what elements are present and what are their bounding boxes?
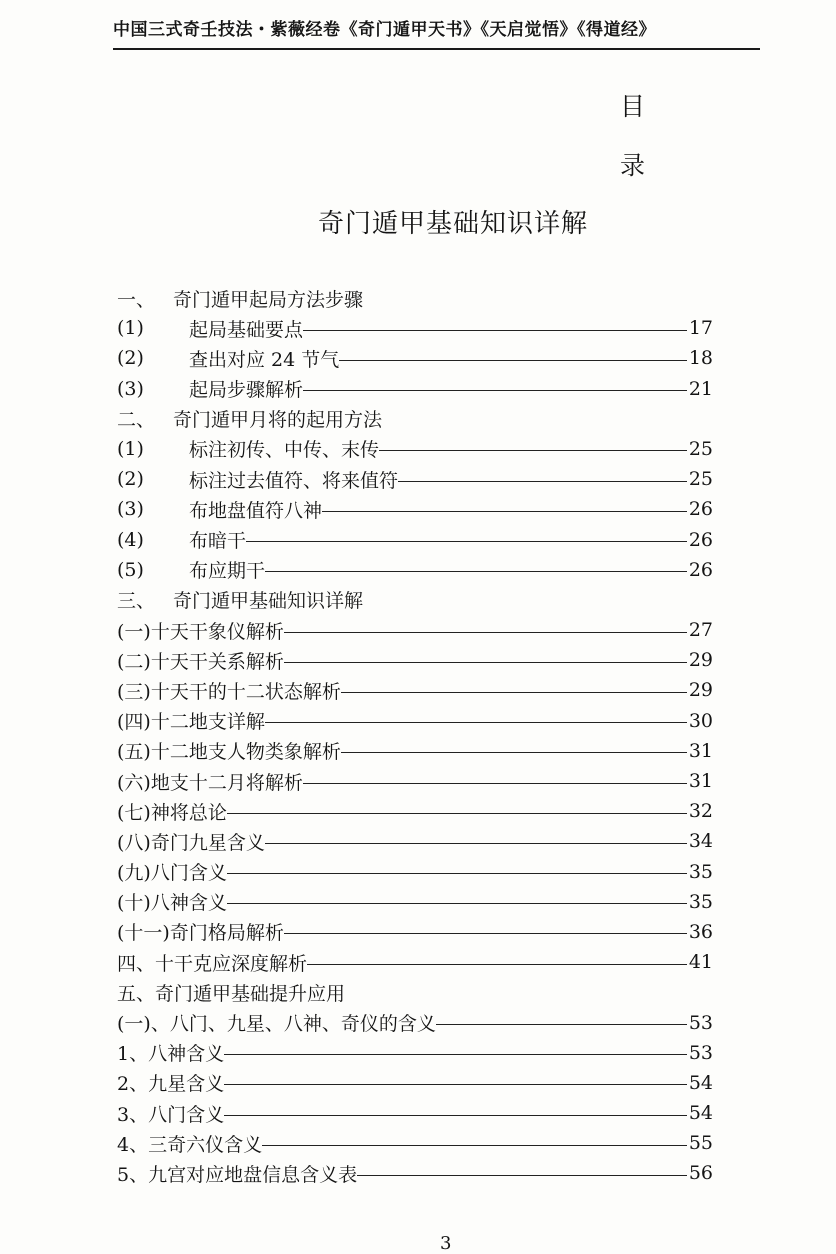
toc-entry-page: 29 [688,649,713,672]
toc-entry-page: 29 [688,679,713,702]
toc-entry-label: 查出对应 24 节气 [189,348,340,371]
toc-entry-number: (2) [117,468,144,491]
toc-entry[interactable] [117,282,713,312]
toc-leader-line [262,1145,687,1146]
toc-entry-page: 25 [688,437,713,460]
toc-leader-line [227,813,687,814]
toc-entry[interactable] [117,795,713,825]
toc-entry-page: 25 [688,468,713,491]
toc-entry[interactable] [117,916,713,946]
toc-entry[interactable] [117,1037,713,1067]
toc-leader-line [341,752,687,753]
toc-entry-page: 53 [688,1011,713,1034]
toc-leader-line [339,360,687,361]
toc-entry-number: (1) [117,437,144,460]
toc-entry-label: 起局步骤解析 [189,379,304,402]
toc-entry-label: (一)、八门、九星、八神、奇仪的含义 [117,1013,436,1035]
book-title: 奇门遁甲基础知识详解 [318,209,589,239]
toc-entry[interactable] [117,1007,713,1037]
toc-entry-page: 41 [688,951,713,974]
toc-entry-number: (4) [117,528,144,551]
toc-entry-page: 27 [688,619,713,642]
toc-entry[interactable] [117,524,713,554]
toc-entry[interactable] [117,825,713,855]
toc-entry[interactable] [117,373,713,403]
toc-entry-label: (二)十天干关系解析 [117,650,284,673]
toc-entry-label: 1、八神含义 [117,1043,225,1066]
toc-leader-line [265,843,687,844]
toc-leader-line [265,571,687,572]
toc-entry-label: 3、八门含义 [117,1103,225,1126]
toc-entry-label: (九)八门含义 [117,862,227,885]
toc-entry-label: (三)十天干的十二状态解析 [117,680,341,703]
toc-entry-page: 55 [688,1132,713,1155]
toc-entry-page: 53 [688,1041,713,1064]
toc-entry-number: (3) [117,377,144,400]
toc-entry[interactable] [117,554,713,584]
toc-entry-label: (一)十天干象仪解析 [117,620,284,643]
toc-entry-label: 5、九宫对应地盘信息含义表 [117,1163,358,1186]
toc-entry[interactable] [117,1067,713,1097]
toc-entry[interactable] [117,1157,713,1187]
toc-leader-line [303,783,687,784]
toc-entry-page: 17 [688,317,713,340]
toc-leader-line [284,662,687,663]
toc-entry-label: 起局基础要点 [189,318,304,341]
toc-entry[interactable] [117,493,713,523]
toc-entry[interactable] [117,342,713,372]
toc-entry-page: 30 [688,709,713,732]
toc-entry-number: (5) [117,558,144,581]
toc-leader-line [224,1084,687,1085]
toc-entry-page: 31 [688,770,713,792]
toc-leader-line [398,481,687,482]
toc-leader-line [265,722,687,723]
toc-entry[interactable] [117,886,713,916]
toc-entry-number: 一、 [117,288,156,311]
toc-entry-page: 26 [688,528,713,551]
toc-entry[interactable] [117,403,713,433]
toc-entry[interactable] [117,674,713,704]
toc-entry[interactable] [117,1127,713,1157]
toc-entry[interactable] [117,856,713,886]
toc-entry-label: (十)八神含义 [117,892,227,915]
toc-entry[interactable] [117,1097,713,1127]
toc-entry-page: 34 [688,830,713,853]
toc-entry-label: 2、九星含义 [117,1073,225,1096]
toc-entry-label: 布地盘值符八神 [189,499,323,522]
toc-leader-line [436,1024,687,1025]
toc-entry[interactable] [117,765,713,795]
toc-entry[interactable] [117,705,713,735]
toc-entry[interactable] [117,433,713,463]
toc-entry-number: (3) [117,498,144,521]
toc-leader-line [227,873,687,874]
toc-entry[interactable] [117,463,713,493]
toc-entry-number: 二、 [117,409,156,432]
toc-entry[interactable] [117,946,713,976]
toc-entry-page: 56 [688,1162,713,1185]
toc-entry-page: 21 [688,377,713,400]
toc-entry-label: 四、十干克应深度解析 [117,952,308,975]
toc-entry[interactable] [117,584,713,614]
toc-leader-line [379,450,687,451]
toc-entry-label: (七)神将总论 [117,801,227,824]
toc-leader-line [246,541,687,542]
toc-entry[interactable] [117,976,713,1006]
toc-entry[interactable] [117,312,713,342]
toc-entry-number: (2) [117,347,144,370]
toc-entry[interactable] [117,614,713,644]
toc-entry-page: 54 [688,1102,713,1125]
toc-entry[interactable] [117,644,713,674]
toc-entry-page: 26 [688,498,713,521]
toc-leader-line [227,903,687,904]
toc-leader-line [224,1054,687,1055]
toc-entry-label: 布应期干 [189,560,266,583]
toc-leader-line [357,1175,687,1176]
toc-entry-label: (六)地支十二月将解析 [117,771,303,794]
toc-entry-page: 26 [688,558,713,581]
toc-entry-page: 54 [688,1071,713,1094]
toc-entry-label: 奇门遁甲月将的起用方法 [173,409,383,432]
toc-entry-label: 布暗干 [189,530,247,552]
toc-entry-label: (十一)奇门格局解析 [117,922,284,945]
toc-entry-label: (四)十二地支详解 [117,711,265,734]
toc-entry-label: 标注初传、中传、末传 [189,439,380,462]
toc-entry-label: 五、奇门遁甲基础提升应用 [117,982,346,1005]
toc-entry-page: 36 [688,920,713,943]
contents-heading-char-2: 录 [620,151,646,180]
toc-leader-line [284,933,687,934]
toc-leader-line [303,390,687,391]
toc-entry-page: 31 [688,739,713,762]
toc-entry-page: 35 [688,860,713,883]
toc-entry[interactable] [117,735,713,765]
toc-entry-label: 标注过去值符、将来值符 [189,469,399,492]
toc-entry-page: 18 [688,347,713,370]
toc-leader-line [307,964,687,965]
toc-entry-number: (1) [117,317,144,340]
header-rule [113,48,760,50]
toc-leader-line [284,632,687,633]
toc-leader-line [303,330,687,331]
toc-entry-label: 4、三奇六仪含义 [117,1133,263,1156]
contents-heading-char-1: 目 [620,92,646,121]
toc-leader-line [224,1115,687,1116]
toc-entry-label: 奇门遁甲基础知识详解 [173,590,364,613]
toc-entry-number: 三、 [117,590,156,613]
table-of-contents [117,282,713,1188]
toc-entry-label: 奇门遁甲起局方法步骤 [173,288,364,311]
toc-entry-label: (八)奇门九星含义 [117,831,265,854]
page-number: 3 [440,1233,452,1254]
toc-entry-label: (五)十二地支人物类象解析 [117,741,341,764]
toc-leader-line [341,692,687,693]
toc-entry-page: 32 [688,800,713,823]
toc-entry-page: 35 [688,890,713,913]
toc-leader-line [322,511,687,512]
running-header: 中国三式奇壬技法・紫薇经卷《奇门遁甲天书》《天启觉悟》《得道经》 [113,20,656,40]
